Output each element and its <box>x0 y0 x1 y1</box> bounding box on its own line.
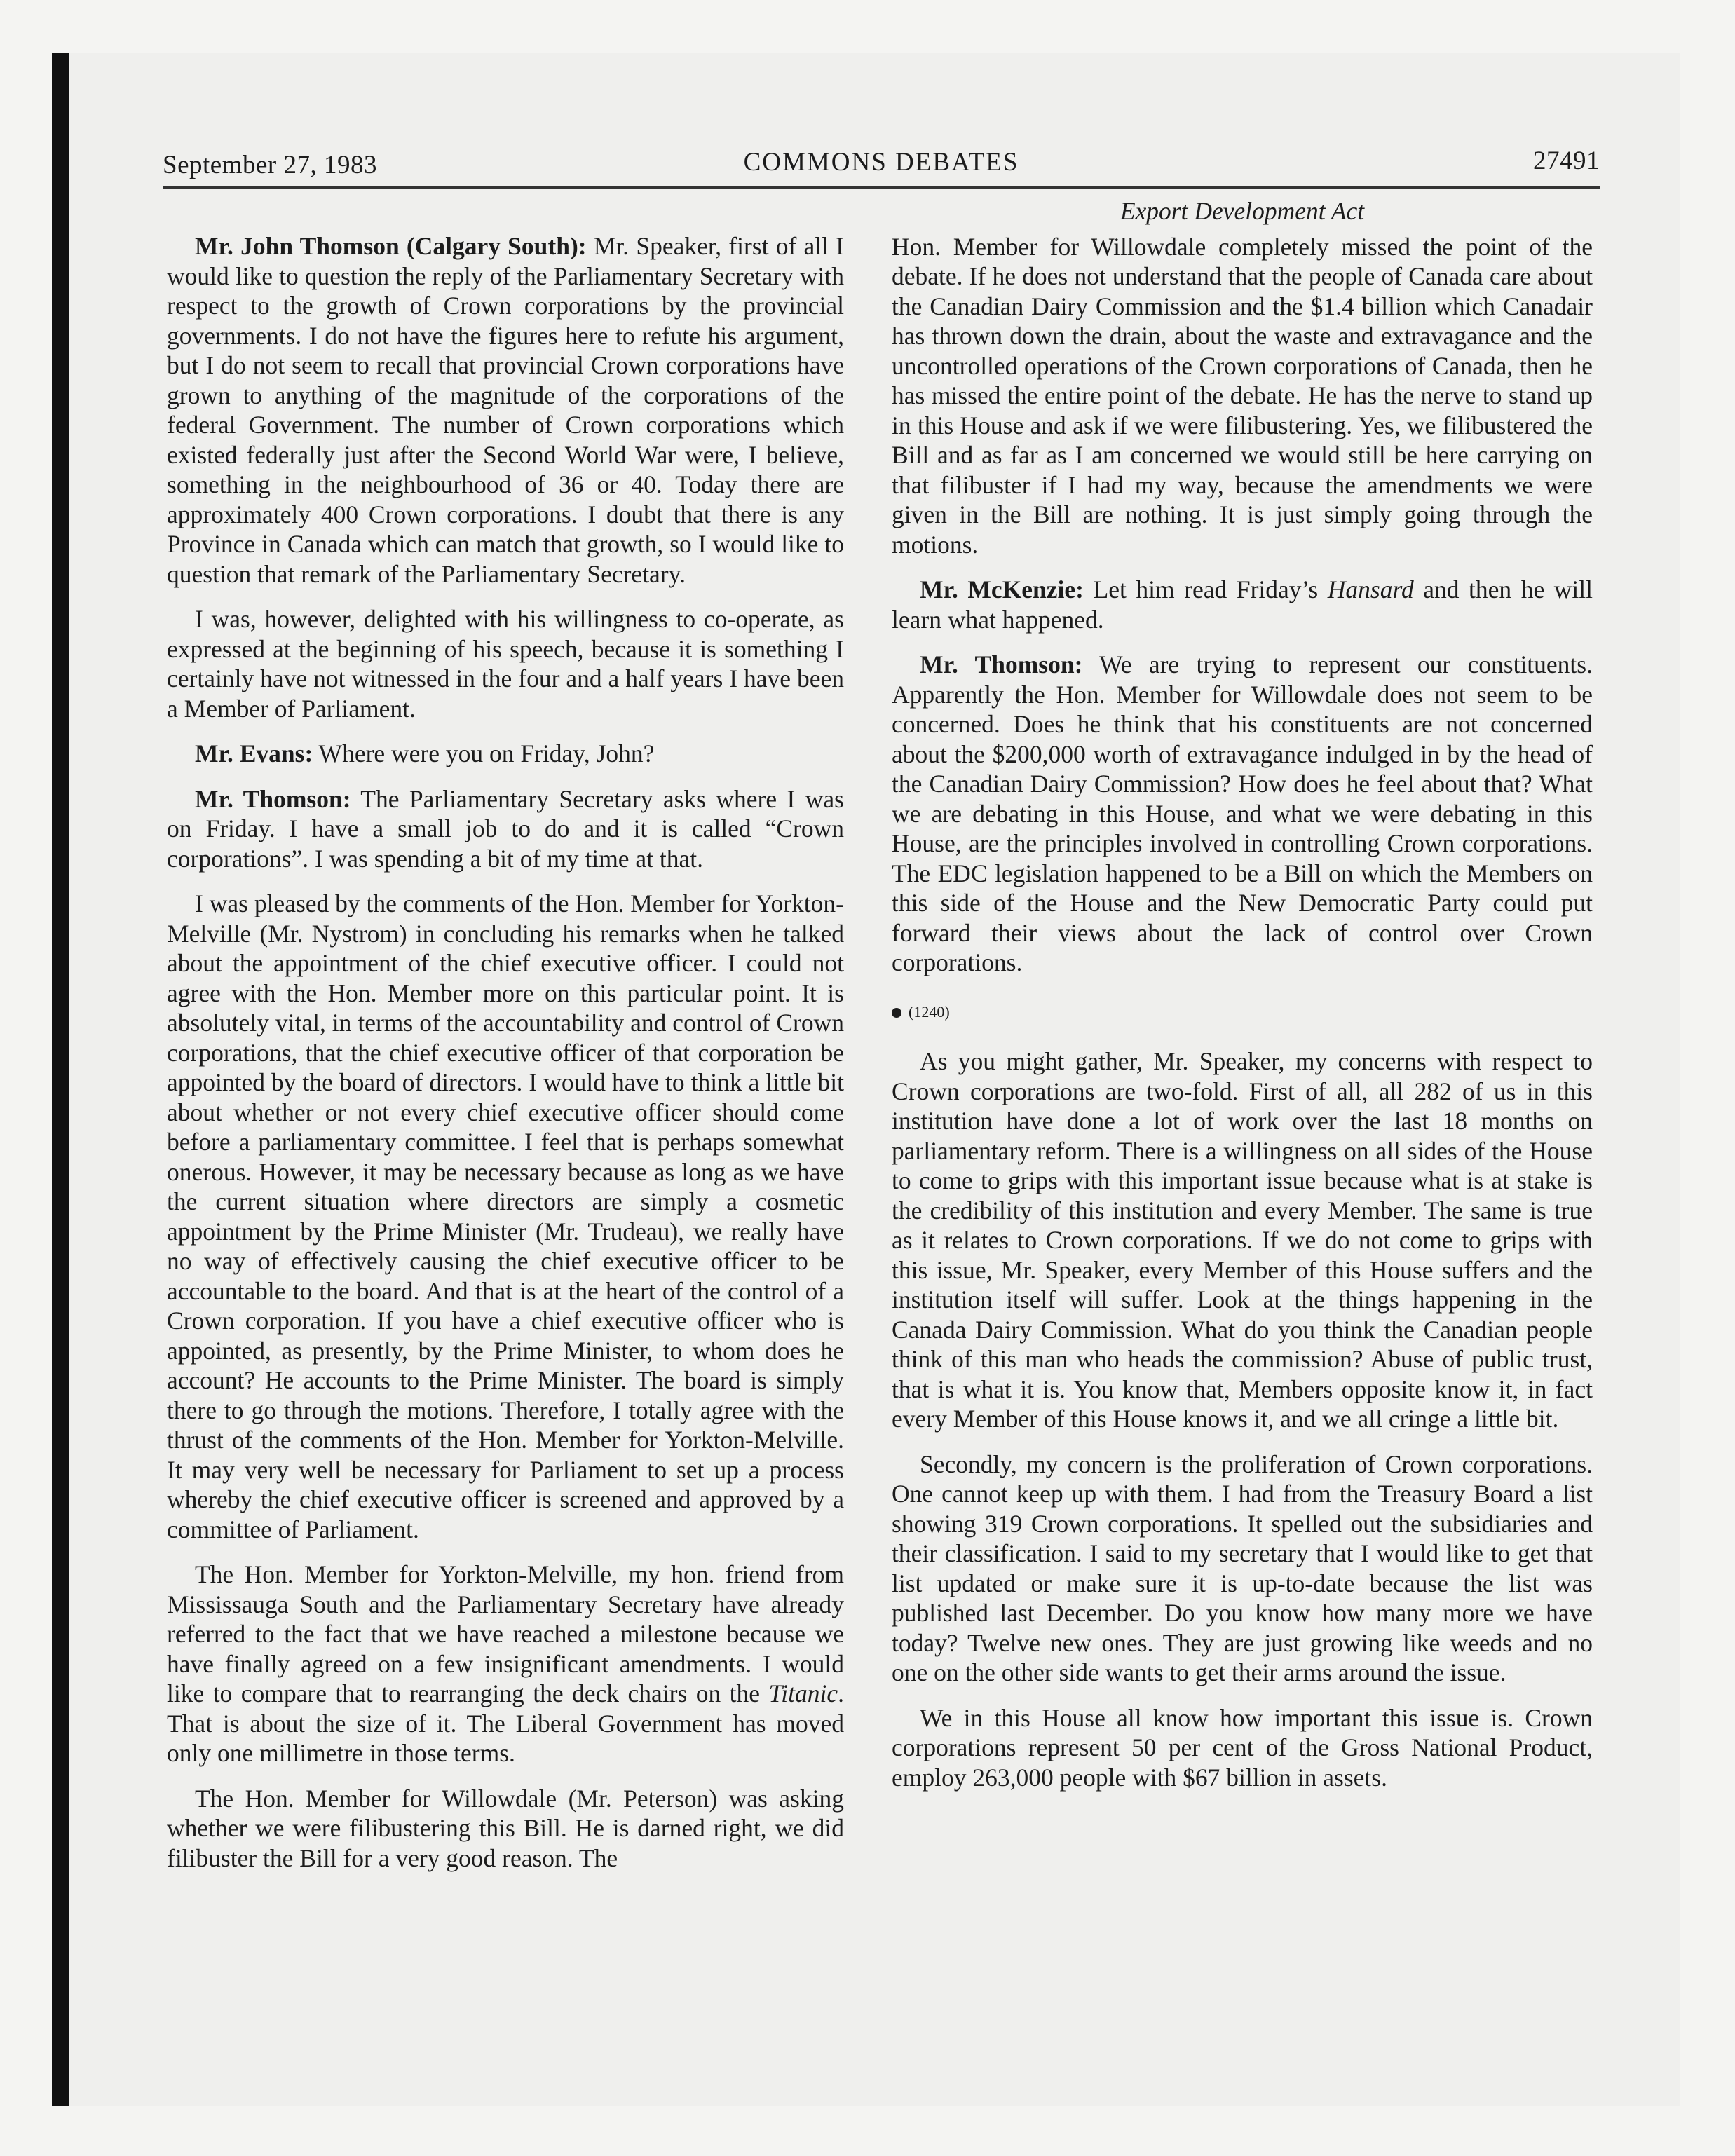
paragraph: I was pleased by the comments of the Hon. Member for Yorkton-Melville (Mr. Nystrom) in concluding his remarks when he talked about the appointment of the chief executive officer. I could not agree with the Hon. Member more on this particular point. It is absolutely vital, in terms of the accountability and control of Crown corporations, that the chief executive officer of that corporation be appointed by the board of directors. I would have to think a little bit about whether or not every chief executive officer should come before a parliamentary committee. I feel that is perhaps somewhat onerous. However, it may be necessary because as long as we have the current situation where directors are simply a cosmetic appointment by the Prime Minister (Mr. Trudeau), we really have no way of effectively causing the chief executive officer to be accountable to the board. And that is at the heart of the control of a Crown corporation. If you have a chief executive officer who is appointed, as presently, by the Prime Minister, to whom does he account? He accounts to the Prime Minister. The board is simply there to go through the motions. Therefore, I totally agree with the thrust of the comments of the Hon. Member for Yorkton-Melville. It may very well be necessary for Parliament to set up a process whereby the chief executive officer is screened and approved by a committee of Parliament. <box>167 889 844 1543</box>
bullet-icon <box>892 1008 901 1018</box>
paragraph: I was, however, delighted with his willingness to co-operate, as expressed at the beginning of his speech, because it is something I certainly have not witnessed in the four and a half years I have been a Member of Parliament. <box>167 605 844 723</box>
running-head <box>163 144 1600 189</box>
speaker-name: Mr. Evans: <box>195 739 313 767</box>
paragraph: Hon. Member for Willowdale completely missed the point of the debate. If he does not understand that the people of Canada care about the Canadian Dairy Commission and the $1.4 billion which Canadair has thrown down the drain, about the waste and extravagance and the uncontrolled operations of the Crown corporations of Canada, then he has missed the entire point of the debate. He has the nerve to stand up in this House and ask if we were filibustering. Yes, we filibustered the Bill and as far as I am concerned we would still be here carrying on that filibuster if I had my way, because the amendments we were given in the Bill are nothing. It is just simply going through the motions. <box>892 232 1593 559</box>
time-marker: (1240) <box>892 997 1593 1028</box>
paragraph: Mr. Evans: Where were you on Friday, John? <box>195 739 655 767</box>
paragraph: Secondly, my concern is the proliferation of Crown corporations. One cannot keep up with them. I had from the Treasury Board a list showing 319 Crown corporations. It spelled out the subsidiaries and their classification. I said to my secretary that I would like to get that list updated or make sure it is up-to-date because the list was published last December. Do you know how many more we have today? Twelve new ones. They are just growing like weeds and no one on the other side wants to get their arms around the issue. <box>892 1449 1593 1686</box>
section-title: Export Development Act <box>1120 197 1365 225</box>
header-publication: COMMONS DEBATES <box>743 148 1019 177</box>
paragraph: Mr. Thomson: We are trying to represent our constituents. Apparently the Hon. Member for Willowdale does not seem to be concerned. Does he think that his constituents are not concerned about the $200,000 worth of extravagance indulged in by the head of the Canadian Dairy Commission? How does he feel about that? What we are debating in this House, and what we were debating in this House, are the principles involved in controlling Crown corporations. The EDC legislation happened to be a Bill on which the Members on this side of the House and the New Democratic Party could put forward their views about the lack of control over Crown corporations. <box>892 650 1593 976</box>
speaker-name: Mr. McKenzie: <box>920 575 1084 603</box>
paragraph: As you might gather, Mr. Speaker, my concerns with respect to Crown corporations are two-fold. First of all, all 282 of us in this institution have done a lot of work over the last 18 months on parliamentary reform. There is a willingness on all sides of the House to come to grips with this important issue because what is at stake is the credibility of this institution and every Member. The same is true as it relates to Crown corporations. If we do not come to grips with this issue, Mr. Speaker, every Member of this House suffers and the institution itself will suffer. Look at the things happening in the Canada Dairy Commission. What do you think the Canadian people think of this man who heads the commission? Abuse of public trust, that is what it is. You know that, Members opposite know it, in fact every Member of this House knows it, and we all cringe a little bit. <box>892 1047 1593 1433</box>
paragraph: The Hon. Member for Yorkton-Melville, my hon. friend from Mississauga South and the Parliamentary Secretary have already referred to the fact that we have reached a milestone because we have finally agreed on a few insignificant amendments. I would like to compare that to rearranging the deck chairs on the Titanic. That is about the size of it. The Liberal Government has moved only one millimetre in those terms. <box>167 1560 844 1767</box>
left-column <box>167 231 844 1888</box>
right-column <box>892 196 1593 1808</box>
binding-edge <box>52 53 69 2106</box>
header-page-number: 27491 <box>1533 146 1600 175</box>
header-date: September 27, 1983 <box>163 151 377 179</box>
paragraph: Mr. Thomson: The Parliamentary Secretary asks where I was on Friday. I have a small job to do and it is called “Crown corporations”. I was spending a bit of my time at that. <box>167 784 844 873</box>
speaker-name: Mr. Thomson: <box>195 784 351 813</box>
paragraph: We in this House all know how important this issue is. Crown corporations represent 50 per cent of the Gross National Product, employ 263,000 people with $67 billion in assets. <box>892 1703 1593 1792</box>
speaker-name: Mr. John Thomson (Calgary South): <box>195 232 587 260</box>
speaker-name: Mr. Thomson: <box>920 650 1083 678</box>
paragraph: The Hon. Member for Willowdale (Mr. Peterson) was asking whether we were filibustering this Bill. He is darned right, we did filibuster the Bill for a very good reason. The <box>167 1784 844 1872</box>
paragraph: Mr. McKenzie: Let him read Friday’s Hansard and then he will learn what happened. <box>892 575 1593 634</box>
paragraph: Mr. John Thomson (Calgary South): Mr. Speaker, first of all I would like to question the reply of the Parliamentary Secretary with respect to the growth of Crown corporations by the provincial governments. I do not have the figures here to refute his argument, but I do not seem to recall that provincial Crown corporations have grown to anything of the magnitude of the corporations of the federal Government. The number of Crown corporations which existed federally just after the Second World War were, I believe, something in the neighbourhood of 36 or 40. Today there are approximately 400 Crown corporations. I doubt that there is any Province in Canada which can match that growth, so I would like to question that remark of the Parliamentary Secretary. <box>167 232 844 588</box>
